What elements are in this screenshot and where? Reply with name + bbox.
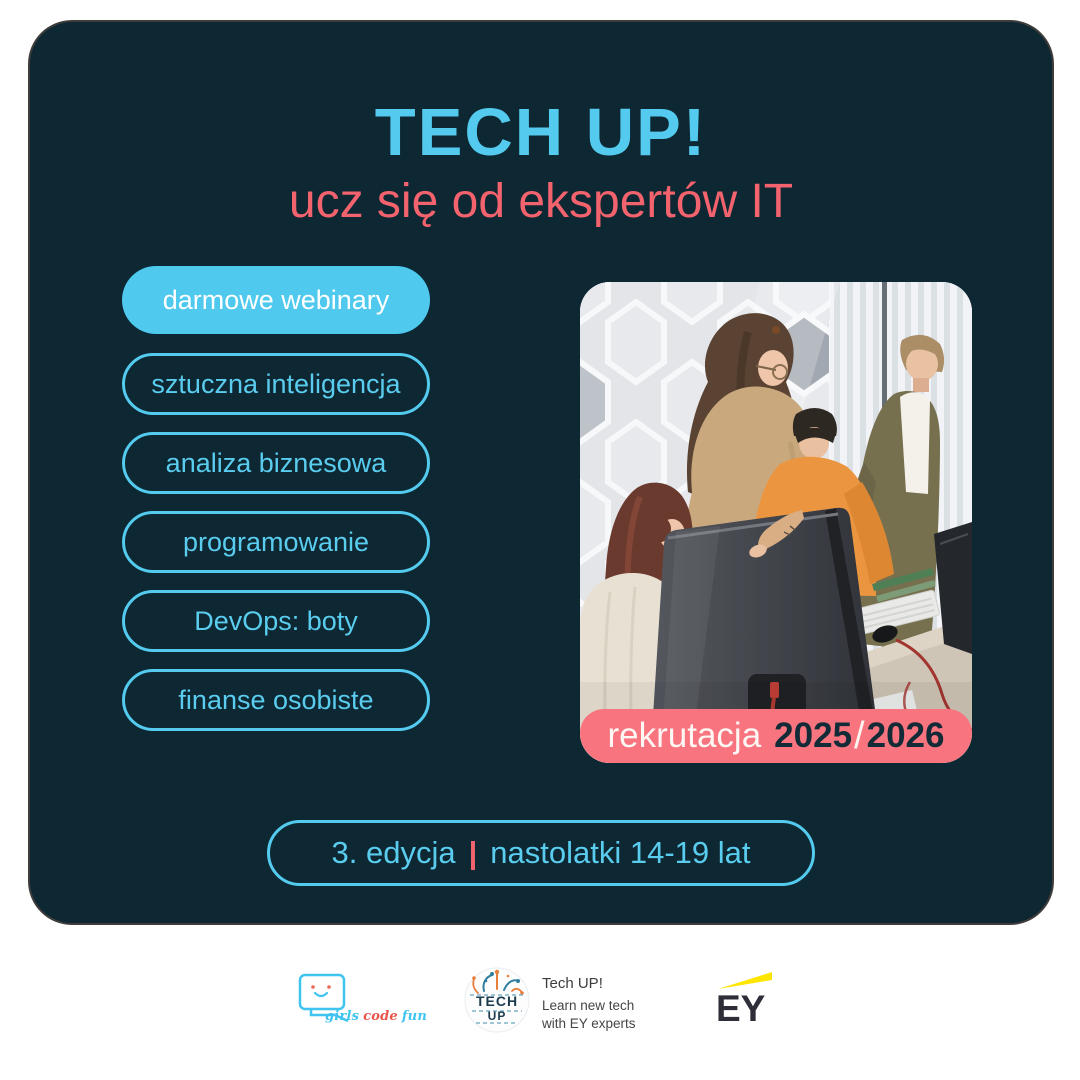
edition-separator: | bbox=[468, 835, 478, 870]
page-subtitle: ucz się od ekspertów IT bbox=[288, 175, 794, 228]
tech-up-line1: Learn new tech bbox=[542, 998, 635, 1013]
classroom-photo bbox=[580, 282, 972, 763]
topic-label: finanse osobiste bbox=[178, 684, 374, 715]
topic-pill-sztuczna-inteligencja bbox=[122, 353, 430, 415]
topic-label: programowanie bbox=[182, 526, 370, 557]
gcf-word-fun: fun bbox=[401, 1009, 427, 1024]
edition-audience: nastolatki 14-19 lat bbox=[490, 835, 751, 870]
emblem-up-text: UP bbox=[487, 1009, 507, 1023]
page-title: TECH UP! bbox=[374, 95, 708, 170]
banner-separator: / bbox=[854, 714, 865, 757]
gcf-word-girls: girls bbox=[325, 1009, 360, 1024]
topic-label: sztuczna inteligencja bbox=[151, 368, 401, 399]
topic-pill-darmowe-webinary bbox=[122, 266, 430, 334]
topic-label: analiza biznesowa bbox=[165, 447, 387, 478]
edition-pill bbox=[267, 820, 815, 886]
poster-card bbox=[30, 22, 1052, 923]
tech-up-caption bbox=[542, 967, 636, 1033]
topics-list bbox=[122, 266, 430, 731]
recruitment-banner bbox=[580, 709, 972, 763]
classroom-photo-illustration bbox=[580, 282, 972, 763]
footer-logos bbox=[0, 923, 1080, 1080]
girls-code-fun-wordmark bbox=[325, 1009, 427, 1024]
banner-year-start: 2025 bbox=[774, 716, 853, 755]
banner-year-end: 2026 bbox=[866, 716, 945, 755]
banner-label: rekrutacja bbox=[607, 716, 762, 755]
ey-wordmark: EY bbox=[716, 988, 766, 1029]
emblem-tech-text: TECH bbox=[475, 993, 519, 1009]
ey-logo bbox=[714, 969, 778, 1034]
topic-label: DevOps: boty bbox=[194, 605, 358, 636]
tech-up-logo-block bbox=[464, 967, 636, 1033]
tech-up-circuit-emblem bbox=[464, 967, 530, 1033]
girls-code-fun-logo bbox=[298, 973, 438, 1043]
topic-pill-programowanie bbox=[122, 511, 430, 573]
gcf-word-code: code bbox=[363, 1009, 398, 1024]
edition-number: 3. edycja bbox=[331, 835, 456, 870]
topic-label: darmowe webinary bbox=[162, 284, 390, 315]
topic-pill-finanse-osobiste bbox=[122, 669, 430, 731]
ey-beam-icon bbox=[718, 972, 772, 989]
topic-pill-analiza-biznesowa bbox=[122, 432, 430, 494]
tech-up-title: Tech UP! bbox=[542, 975, 603, 992]
topic-pill-devops-boty bbox=[122, 590, 430, 652]
tech-up-line2: with EY experts bbox=[542, 1016, 636, 1032]
